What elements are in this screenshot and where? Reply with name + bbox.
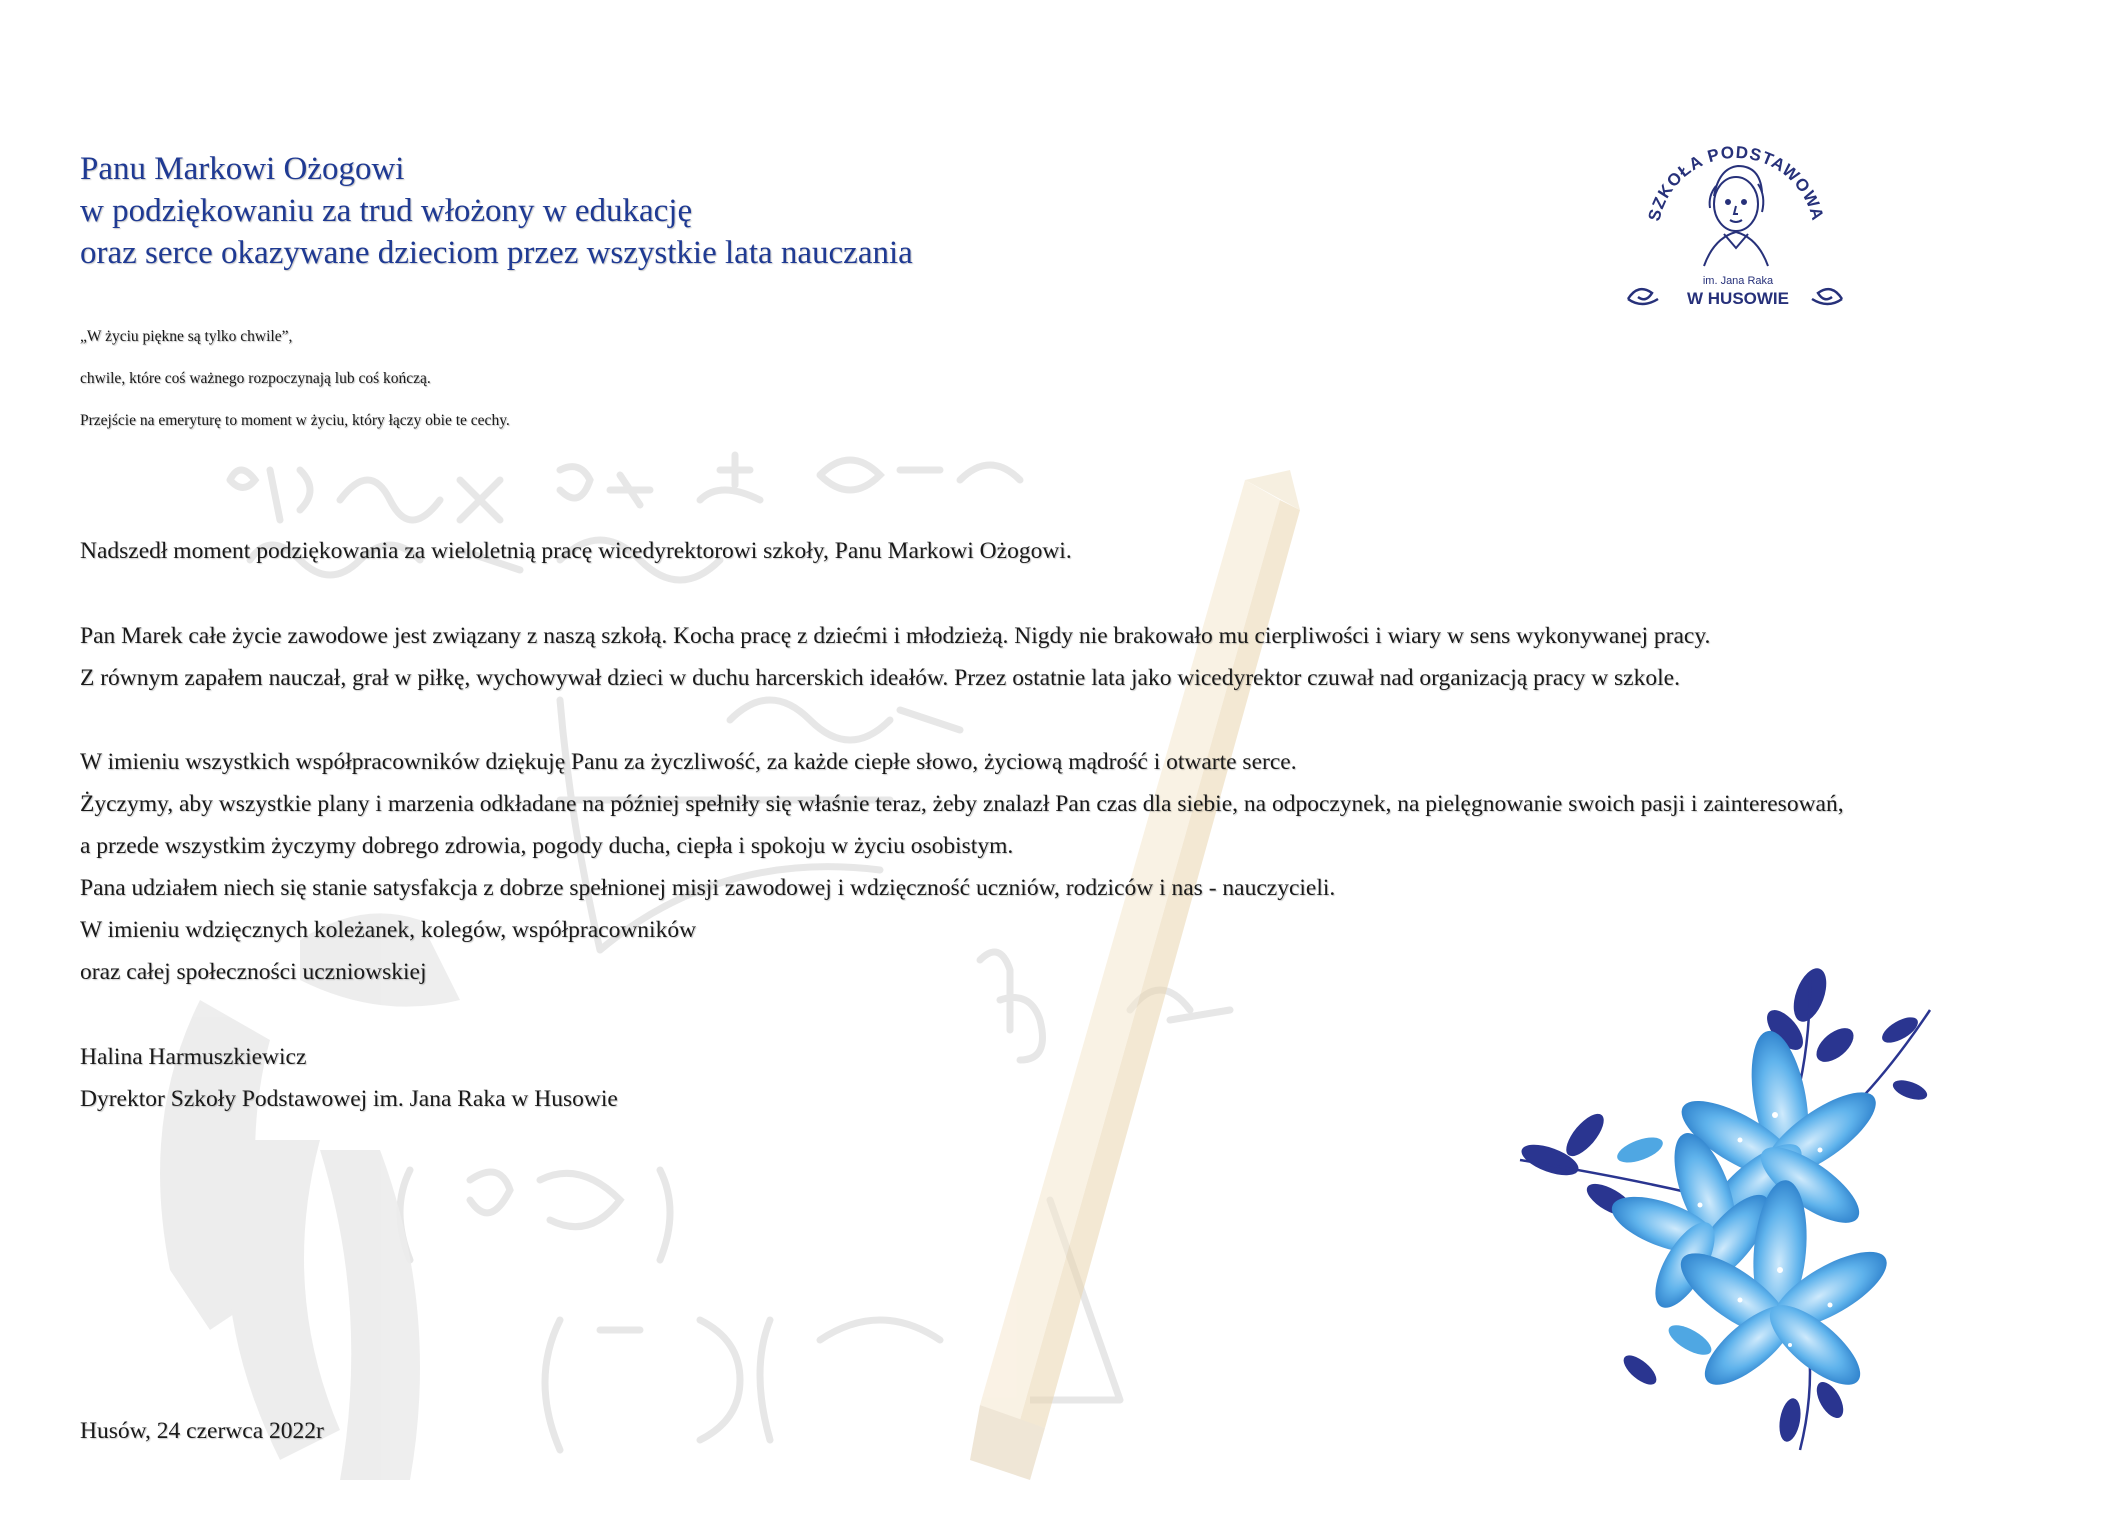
quote-line-1: „W życiu piękne są tylko chwile”, bbox=[80, 328, 293, 345]
body-line-2b: Z równym zapałem nauczał, grał w piłkę, wychowywał dzieci w duchu harcerskich ideałów. Przez ostatnie lata jako wicedyrektor czuwał nad organizacją pracy w szkole. bbox=[80, 665, 1680, 691]
school-logo bbox=[1620, 116, 1850, 331]
heading-line-2: w podziękowaniu za trud włożony w edukację bbox=[80, 193, 693, 229]
body-line-2a: Pan Marek całe życie zawodowe jest związany z naszą szkołą. Kocha pracę z dziećmi i młodzieżą. Nigdy nie brakowało mu cierpliwości i wiary w sens wykonywanej pracy. bbox=[80, 623, 1711, 649]
heading-line-3: oraz serce okazywane dzieciom przez wszystkie lata nauczania bbox=[80, 235, 913, 271]
body-line-3a: W imieniu wszystkich współpracowników dziękuję Panu za życzliwość, za każde ciepłe słowo, życiową mądrość i otwarte serce. bbox=[80, 749, 1297, 775]
logo-subtitle: im. Jana Raka bbox=[1702, 275, 1774, 287]
letter-heading bbox=[80, 148, 1180, 274]
heading-line-1: Panu Markowi Ożogowi bbox=[80, 151, 405, 187]
logo-top-arc-text: SZKOŁA PODSTAWOWA bbox=[1644, 142, 1828, 223]
quote-line-3: Przejście na emeryturę to moment w życiu, który łączy obie te cechy. bbox=[80, 412, 510, 429]
signature-title: Dyrektor Szkoły Podstawowej im. Jana Raka w Husowie bbox=[80, 1086, 618, 1112]
portrait-icon bbox=[1704, 166, 1768, 266]
blue-flowers-decoration bbox=[1490, 950, 1965, 1470]
body-line-3b: Życzymy, aby wszystkie plany i marzenia odkładane na później spełniły się właśnie teraz, żeby znalazł Pan czas dla siebie, na odpoczynek, na pielęgnowanie swoich pasji i zainteresowań, bbox=[80, 791, 1844, 817]
place-date: Husów, 24 czerwca 2022r bbox=[80, 1418, 324, 1444]
body-line-3c: a przede wszystkim życzymy dobrego zdrowia, pogody ducha, ciepła i spokoju w życiu osobistym. bbox=[80, 833, 1014, 859]
svg-text:SZKOŁA PODSTAWOWA bbox=[1645, 143, 1828, 223]
body-line-3f: oraz całej społeczności uczniowskiej bbox=[80, 959, 427, 985]
logo-bottom-text: W HUSOWIE bbox=[1687, 289, 1789, 308]
body-line-3d: Pana udziałem niech się stanie satysfakcja z dobrze spełnionej misji zawodowej i wdzięczność uczniów, rodziców i nas - nauczycieli. bbox=[80, 875, 1336, 901]
quote-line-2: chwile, które coś ważnego rozpoczynają lub coś kończą. bbox=[80, 370, 431, 387]
body-line-3e: W imieniu wdzięcznych koleżanek, kolegów, współpracowników bbox=[80, 917, 697, 943]
quote-block bbox=[80, 327, 980, 453]
signature-name: Halina Harmuszkiewicz bbox=[80, 1044, 307, 1070]
body-paragraph-1: Nadszedł moment podziękowania za wieloletnią pracę wicedyrektorowi szkoły, Panu Markowi Ożogowi. bbox=[80, 538, 1072, 564]
